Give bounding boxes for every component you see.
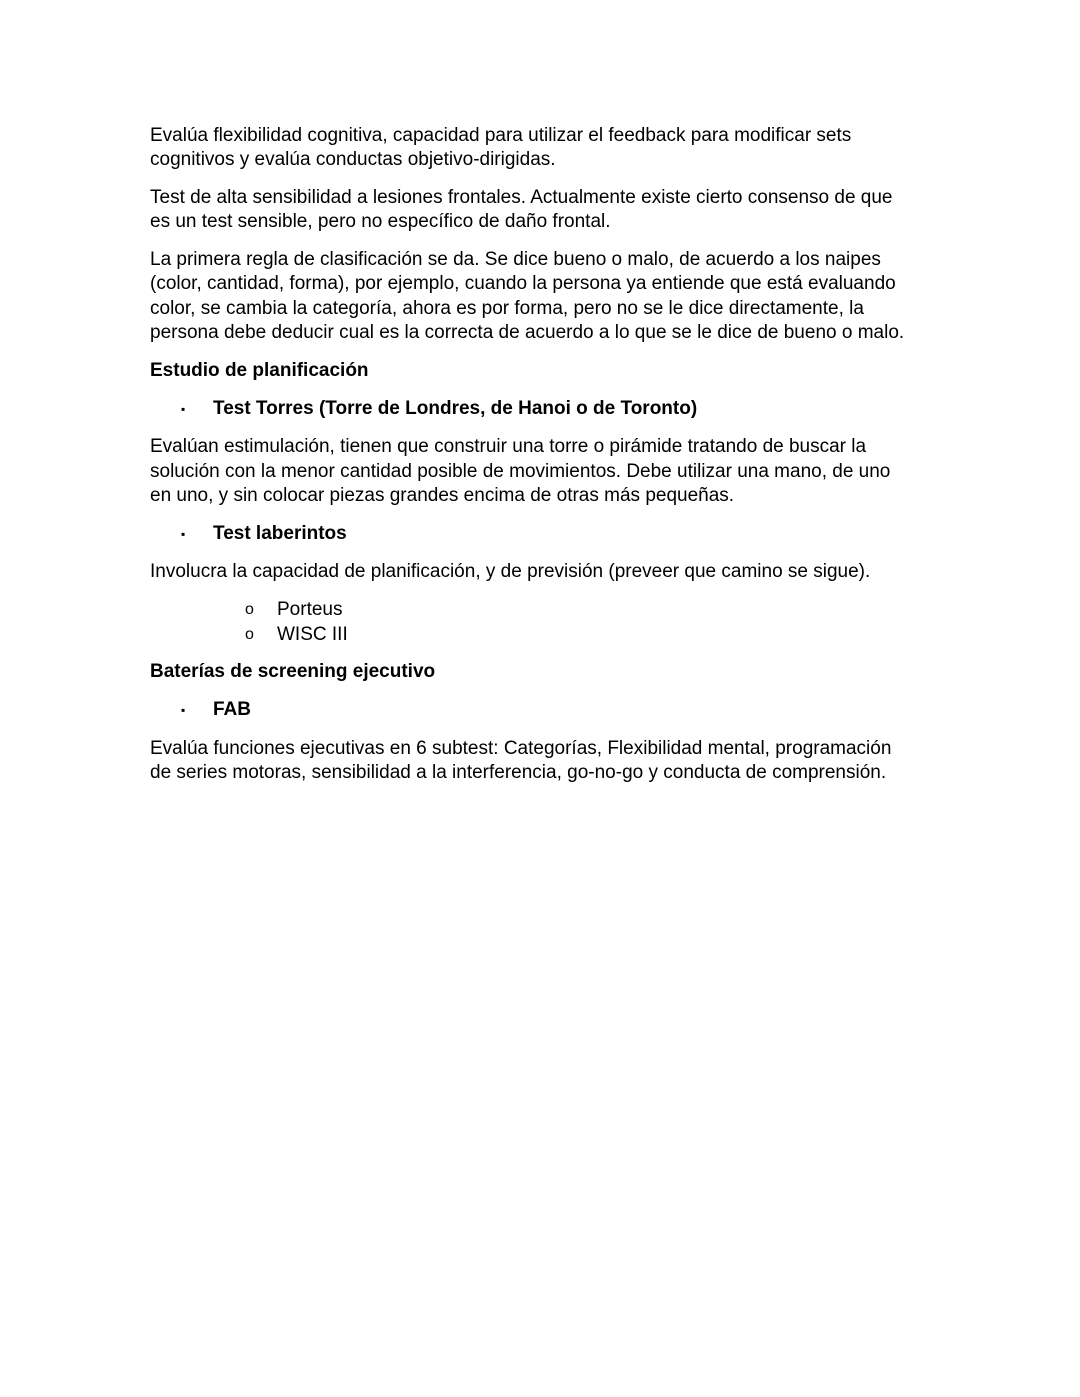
paragraph-line: color, se cambia la categoría, ahora es por forma, pero no se le dice directamente, la bbox=[150, 298, 864, 319]
paragraph-line: Evalúa flexibilidad cognitiva, capacidad para utilizar el feedback para modificar sets bbox=[150, 125, 852, 146]
paragraph-line: Evalúa funciones ejecutivas en 6 subtest: Categorías, Flexibilidad mental, programación bbox=[150, 738, 892, 759]
section-heading: Baterías de screening ejecutivo bbox=[150, 661, 436, 682]
sub-item: WISC III bbox=[277, 624, 348, 645]
paragraph-line: es un test sensible, pero no específico de daño frontal. bbox=[150, 211, 611, 232]
bullet-icon: ▪ bbox=[181, 527, 186, 541]
sub-item: Porteus bbox=[277, 599, 343, 620]
bullet-item: Test laberintos bbox=[213, 523, 347, 544]
paragraph-line: (color, cantidad, forma), por ejemplo, cuando la persona ya entiende que está evaluando bbox=[150, 273, 896, 294]
bullet-icon: ▪ bbox=[181, 703, 186, 717]
paragraph-line: Test de alta sensibilidad a lesiones frontales. Actualmente existe cierto consenso de que bbox=[150, 187, 893, 208]
paragraph-line: Involucra la capacidad de planificación, y de previsión (preveer que camino se sigue). bbox=[150, 561, 871, 582]
paragraph-line: persona debe deducir cual es la correcta de acuerdo a lo que se le dice de bueno o malo. bbox=[150, 322, 905, 343]
circle-bullet-icon: o bbox=[245, 626, 254, 643]
section-heading: Estudio de planificación bbox=[150, 360, 369, 381]
paragraph-line: en uno, y sin colocar piezas grandes encima de otras más pequeñas. bbox=[150, 485, 735, 506]
paragraph-line: cognitivos y evalúa conductas objetivo-dirigidas. bbox=[150, 149, 556, 170]
circle-bullet-icon: o bbox=[245, 601, 254, 618]
paragraph-line: de series motoras, sensibilidad a la interferencia, go-no-go y conducta de comprensión. bbox=[150, 762, 887, 783]
bullet-item: FAB bbox=[213, 699, 251, 720]
bullet-icon: ▪ bbox=[181, 402, 186, 416]
paragraph-line: Evalúan estimulación, tienen que construir una torre o pirámide tratando de buscar la bbox=[150, 436, 867, 457]
paragraph-line: La primera regla de clasificación se da. Se dice bueno o malo, de acuerdo a los naipes bbox=[150, 249, 881, 270]
paragraph-line: solución con la menor cantidad posible de movimientos. Debe utilizar una mano, de uno bbox=[150, 461, 891, 482]
bullet-item: Test Torres (Torre de Londres, de Hanoi o de Toronto) bbox=[213, 398, 698, 419]
